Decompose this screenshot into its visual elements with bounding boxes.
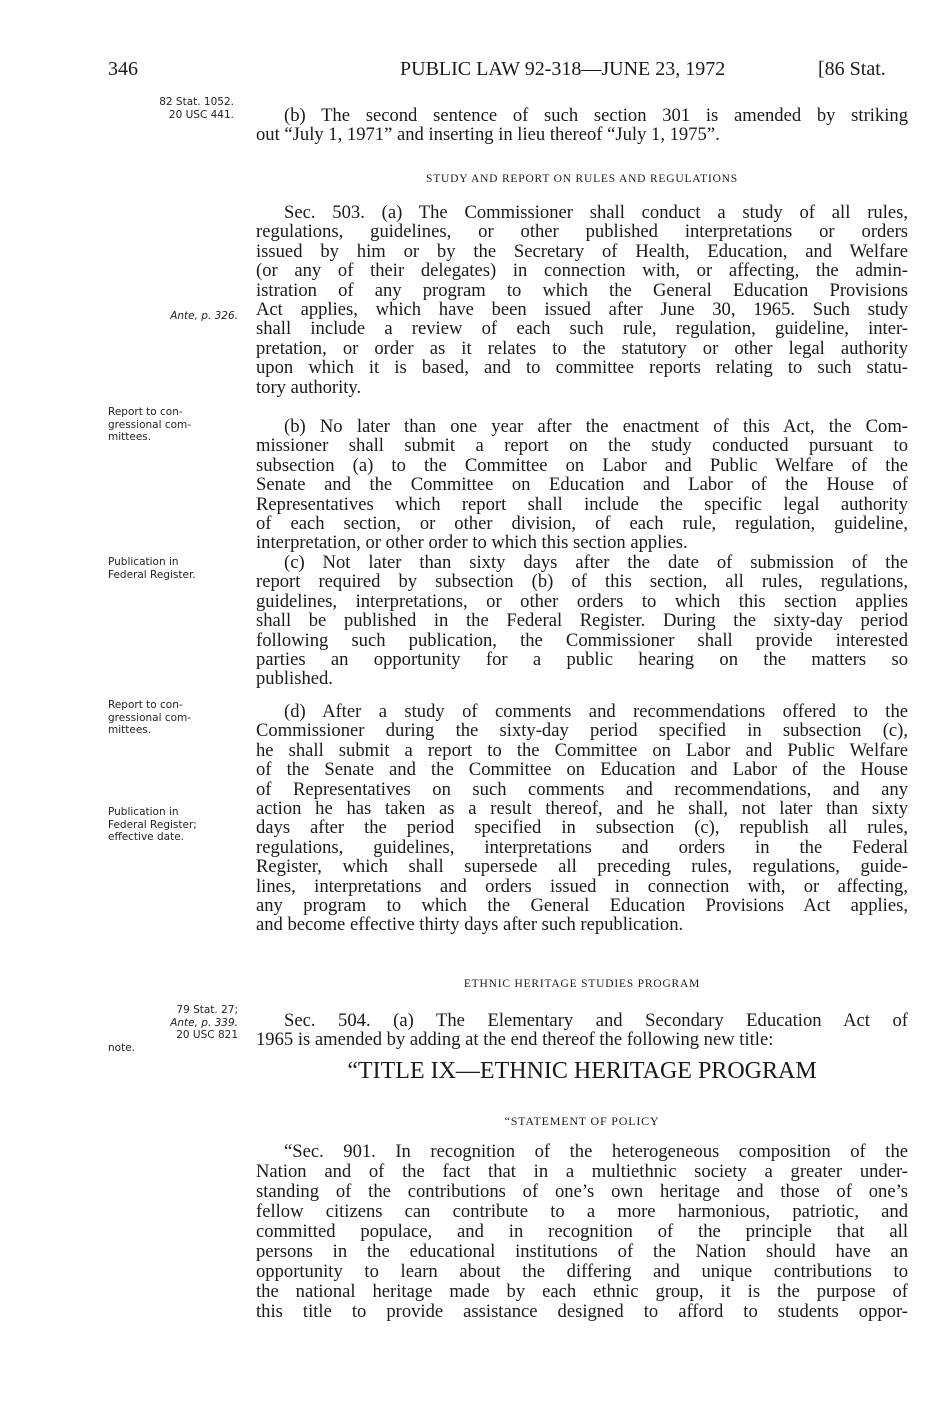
text-line: of each section, or other division, of each rule, regulation, guideline, <box>256 513 908 534</box>
statement-of-policy-heading: “STATEMENT OF POLICY <box>504 1114 660 1128</box>
page-number: 346 <box>108 58 138 80</box>
text-line: (d) After a study of comments and recommendations offered to the <box>284 702 908 722</box>
text-line: he shall submit a report to the Committee on Labor and Public Welfare <box>256 740 908 761</box>
running-title: PUBLIC LAW 92-318—JUNE 23, 1972 <box>400 58 726 80</box>
text-line: parties an opportunity for a public hearing on the matters so <box>256 649 908 670</box>
text-line: regulations, guidelines, or other published interpretations or orders <box>256 222 908 242</box>
margin-note-line: Ante, p. 326. <box>170 310 238 322</box>
text-line: standing of the contributions of one’s own heritage and those of one’s <box>256 1182 908 1202</box>
margin-note <box>108 556 238 581</box>
text-line: published. <box>256 669 333 689</box>
sec-503-d <box>256 702 908 935</box>
text-line: action he has taken as a result thereof, and he shall, not later than sixty <box>256 798 908 819</box>
text-line: “Sec. 901. In recognition of the heterogeneous composition of the <box>284 1142 908 1162</box>
text-line: issued by him or by the Secretary of Health, Education, and Welfare <box>256 241 908 262</box>
margin-note-line: 82 Stat. 1052. <box>159 96 234 108</box>
margin-note-line: Federal Register; <box>108 818 197 831</box>
text-line: Senate and the Committee on Education and Labor of the House of <box>256 475 908 495</box>
margin-note-line: Report to con- <box>108 406 183 418</box>
text-line: opportunity to learn about the differing and unique contributions to <box>256 1262 908 1282</box>
margin-note <box>108 699 238 737</box>
text-line: pretation, or order as it relates to the statutory or other legal authority <box>256 338 908 359</box>
text-line: and become effective thirty days after such republication. <box>256 915 684 935</box>
text-line: Act applies, which have been issued after June 30, 1965. Such study <box>256 299 908 320</box>
text-line: lines, interpretations and orders issued in connection with, or affecting, <box>256 876 908 896</box>
title-ix-heading: “TITLE IX—ETHNIC HERITAGE PROGRAM <box>347 1058 817 1084</box>
sec-503-b <box>256 417 908 553</box>
section-heading-503: STUDY AND REPORT ON RULES AND REGULATIONS <box>426 173 738 185</box>
paragraph-b <box>256 106 908 145</box>
margin-note-line: gressional com- <box>108 418 192 431</box>
margin-note <box>108 1004 238 1054</box>
text-line: tory authority. <box>256 377 362 397</box>
margin-note-line: Ante, p. 339. <box>170 1016 238 1029</box>
text-line: Sec. 503. (a) The Commissioner shall conduct a study of all rules, <box>284 203 908 223</box>
section-heading-504: ETHNIC HERITAGE STUDIES PROGRAM <box>463 978 701 990</box>
text-line: any program to which the General Education Provisions Act applies, <box>256 895 908 916</box>
text-line: (c) Not later than sixty days after the date of submission of the <box>284 553 908 573</box>
text-line: this title to provide assistance designed to afford to students oppor- <box>256 1302 908 1322</box>
text-line: guidelines, interpretations, or other orders to which this section applies <box>256 591 908 612</box>
margin-note-line: Federal Register. <box>108 568 196 581</box>
text-line: (or any of their delegates) in connection with, or affecting, the admin- <box>256 261 908 281</box>
text-line: persons in the educational institutions of the Nation should have an <box>256 1242 908 1262</box>
text-line: of Representatives on such comments and recommendations, and any <box>256 779 908 799</box>
text-line: interpretation, or other order to which this section applies. <box>256 533 688 553</box>
text-line: shall be published in the Federal Register. During the sixty-day period <box>256 611 908 631</box>
text-line: Commissioner during the sixty-day period specified in subsection (c), <box>256 721 908 741</box>
margin-note <box>108 96 234 121</box>
margin-note-line: Publication in <box>108 806 179 818</box>
text-line: upon which it is based, and to committee reports relating to such statu- <box>256 358 908 378</box>
margin-note-line: effective date. <box>108 831 184 843</box>
sec-504-a <box>256 1011 908 1050</box>
text-line: subsection (a) to the Committee on Labor and Public Welfare of the <box>256 455 908 476</box>
margin-note-line: gressional com- <box>108 711 192 724</box>
volume-reference: [86 Stat. <box>818 58 886 80</box>
sec-503-a <box>256 203 908 397</box>
margin-note <box>108 406 238 444</box>
text-line: shall include a review of each such rule, regulation, guideline, inter- <box>256 319 908 339</box>
text-line: missioner shall submit a report on the study conducted pursuant to <box>256 436 908 456</box>
margin-note-line: mittees. <box>108 724 152 736</box>
text-line: (b) No later than one year after the enactment of this Act, the Com- <box>284 417 908 437</box>
text-line: istration of any program to which the General Education Provisions <box>256 280 908 300</box>
text-line: 1965 is amended by adding at the end thereof the following new title: <box>256 1030 774 1050</box>
text-line: Representatives which report shall include the specific legal authority <box>256 494 908 514</box>
text-line: of the Senate and the Committee on Education and Labor of the House <box>256 760 908 780</box>
sec-901 <box>256 1142 908 1322</box>
text-line: Nation and of the fact that in a multiethnic society a greater under- <box>256 1162 908 1182</box>
text-line: days after the period specified in subsection (c), republish all rules, <box>256 818 908 838</box>
text-line: regulations, guidelines, interpretations and orders in the Federal <box>256 837 908 858</box>
text-line: Sec. 504. (a) The Elementary and Secondary Education Act of <box>284 1011 908 1031</box>
text-line: Register, which shall supersede all preceding rules, regulations, guide- <box>256 857 908 877</box>
margin-note-line: mittees. <box>108 431 152 443</box>
sec-503-c <box>256 553 908 689</box>
margin-note-line: Report to con- <box>108 699 183 711</box>
text-line: (b) The second sentence of such section 301 is amended by striking <box>284 106 908 126</box>
margin-note-line: 20 USC 821 <box>176 1029 238 1041</box>
text-line: fellow citizens can contribute to a more harmonious, patriotic, and <box>256 1202 908 1222</box>
margin-note-line: 20 USC 441. <box>168 108 234 121</box>
margin-note-line: 79 Stat. 27; <box>176 1004 238 1016</box>
text-line: report required by subsection (b) of this section, all rules, regulations, <box>256 572 908 592</box>
text-line: out “July 1, 1971” and inserting in lieu thereof “July 1, 1975”. <box>256 125 720 145</box>
margin-note <box>108 310 238 323</box>
margin-note <box>108 806 238 844</box>
text-line: committed populace, and in recognition of the principle that all <box>256 1222 908 1242</box>
text-line: following such publication, the Commissioner shall provide interested <box>256 630 908 650</box>
text-line: the national heritage made by each ethnic group, it is the purpose of <box>256 1282 908 1302</box>
margin-note-line: note. <box>108 1041 135 1054</box>
margin-note-line: Publication in <box>108 556 179 568</box>
